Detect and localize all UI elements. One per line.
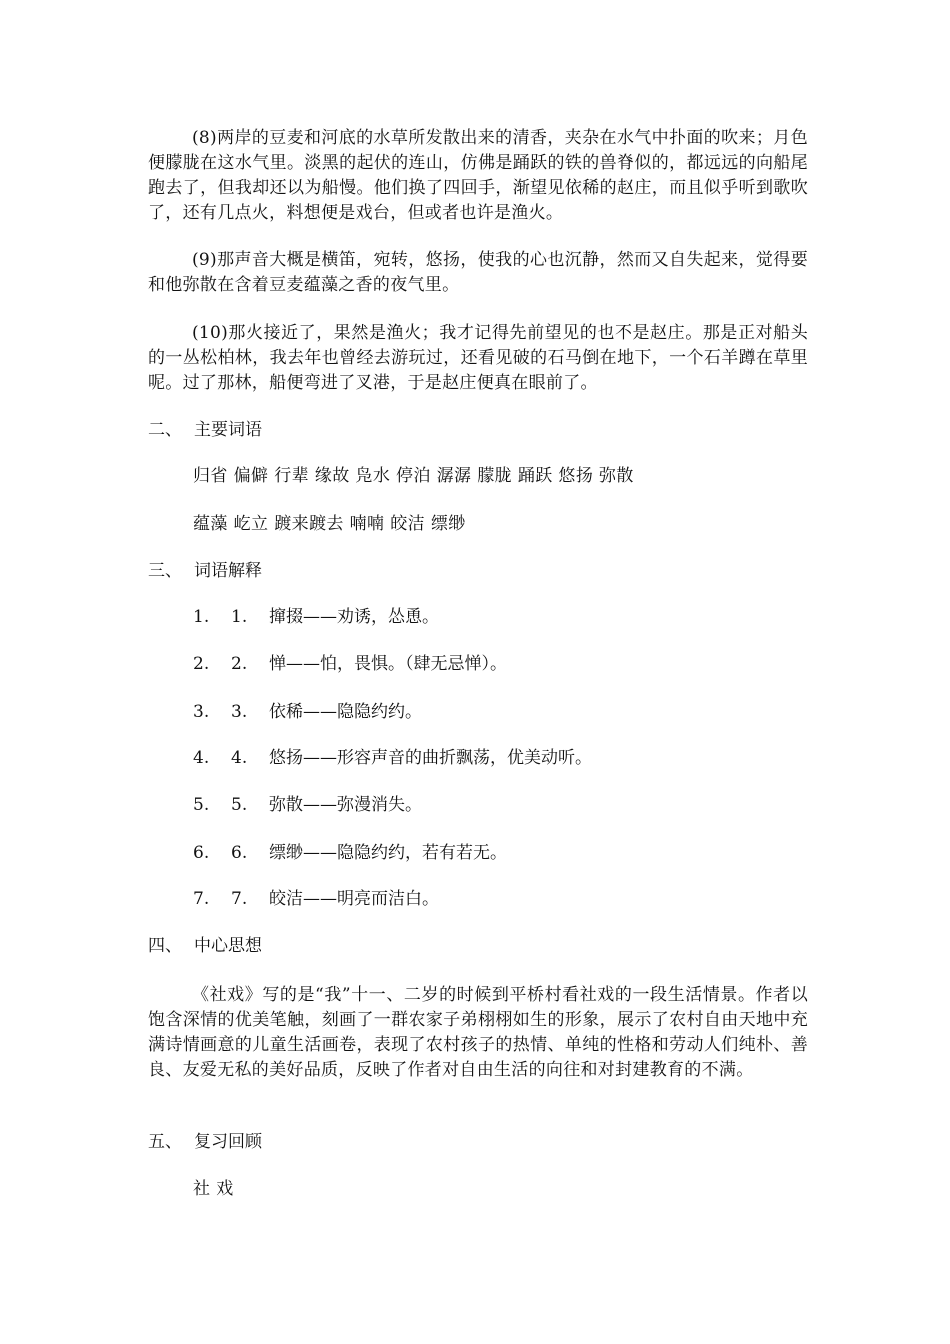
paragraph-9: (9)那声音大概是横笛，宛转，悠扬，使我的心也沉静，然而又自失起来，觉得要和他弥散在含着豆麦蕴藻之香的夜气里。 [148,250,808,295]
definition-text: 惮——怕，畏惧。（肆无忌惮）。 [269,654,507,674]
vocab-line-2: 蕴藻 屹立 踱来踱去 喃喃 皎洁 缥缈 [193,514,466,534]
paragraph-10: (10)那火接近了，果然是渔火；我才记得先前望见的也不是赵庄。那是正对船头的一丛松柏林，我去年也曾经去游玩过，还看见破的石马倒在地下，一个石羊蹲在草里呢。过了那林，船便弯进了叉港，于是赵庄便真在眼前了。 [148,323,808,393]
list-number: 6. [193,843,210,863]
list-number: 2. [193,654,210,674]
definition-text: 弥散——弥漫消失。 [269,795,422,815]
section-heading-vocab [148,418,262,443]
definition-text: 依稀——隐隐约约。 [269,702,422,722]
paragraph-8: (8)两岸的豆麦和河底的水草所发散出来的清香，夹杂在水气中扑面的吹来；月色便朦胧在这水气里。淡黑的起伏的连山，仿佛是踊跃的铁的兽脊似的，都远远的向船尾跑去了，但我却还以为船慢。他们换了四回手，渐望见依稀的赵庄，而且似乎听到歌吹了，还有几点火，料想便是戏台，但或者也许是渔火。 [148,128,808,223]
definition-text: 皎洁——明亮而洁白。 [269,889,439,909]
section-title: 词语解释 [194,561,262,581]
section-number: 三、 [148,561,182,581]
definition-item [193,605,439,630]
section-number: 五、 [148,1132,182,1152]
section-title: 主要词语 [194,420,262,440]
section-title: 复习回顾 [194,1132,262,1152]
definition-item [193,841,507,866]
review-title: 社 戏 [193,1179,234,1199]
section-heading-review [148,1130,262,1155]
list-number: 5. [193,795,210,815]
definition-text: 缥缈——隐隐约约，若有若无。 [269,843,507,863]
list-number: 6. [231,843,248,863]
list-number: 3. [231,702,248,722]
section-title: 中心思想 [194,936,262,956]
list-number: 1. [231,607,248,627]
list-number: 7. [231,889,248,909]
section-heading-central-idea [148,934,262,959]
definition-item [193,700,422,725]
list-number: 5. [231,795,248,815]
list-number: 1. [193,607,210,627]
list-number: 7. [193,889,210,909]
list-number: 4. [231,748,248,768]
list-number: 2. [231,654,248,674]
list-number: 3. [193,702,210,722]
vocab-line-1: 归省 偏僻 行辈 缘故 凫水 停泊 潺潺 朦胧 踊跃 悠扬 弥散 [193,466,634,486]
definition-item [193,793,422,818]
definition-text: 悠扬——形容声音的曲折飘荡，优美动听。 [269,748,592,768]
list-number: 4. [193,748,210,768]
definition-text: 撺掇——劝诱，怂恿。 [269,607,439,627]
section-number: 二、 [148,420,182,440]
definition-item [193,652,507,677]
definition-item [193,887,439,912]
section-heading-definitions [148,559,262,584]
central-idea-paragraph: 《社戏》写的是“我”十一、二岁的时候到平桥村看社戏的一段生活情景。作者以饱含深情的优美笔触，刻画了一群农家子弟栩栩如生的形象，展示了农村自由天地中充满诗情画意的儿童生活画卷，表现了农村孩子的热情、单纯的性格和劳动人们纯朴、善良、友爱无私的美好品质，反映了作者对自由生活的向往和对封建教育的不满。 [148,985,808,1080]
definition-item [193,746,592,771]
section-number: 四、 [148,936,182,956]
